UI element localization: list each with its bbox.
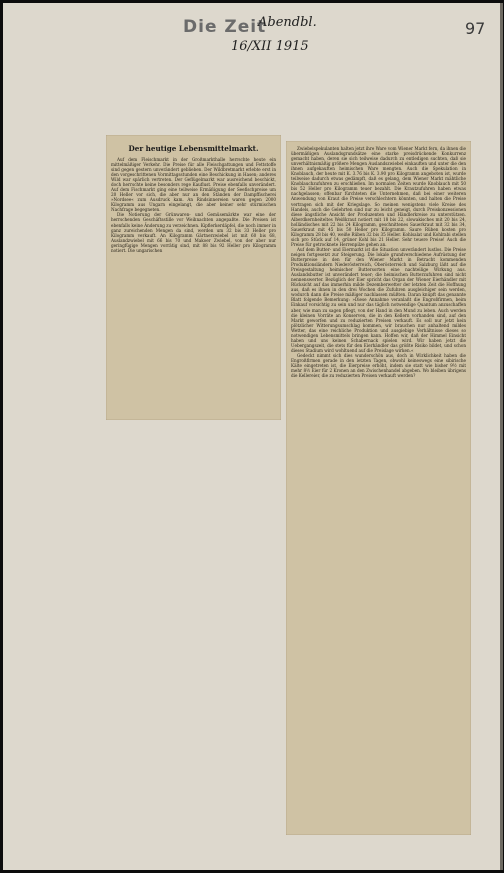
clipping-column-1 bbox=[106, 135, 281, 420]
paragraph: Gedeckt nimmt sich dies wunderschön aus, doch in Wirklichkeit haben die Engroßfirmen gerade in den letzten Tagen, obwohl keineswegs eine sibirische Kälte eingetreten ist, die Eierpreise erhöht, indem sie statt wie bisher 9½ mit mehr 8½ Eier für 2 Kronen an den Zwischenhandel abgeben. Wo bleiben übrigens die Kellereier, die zu reduzierten Preisen verkauft werden? bbox=[291, 352, 466, 379]
column-1-text bbox=[111, 157, 276, 253]
publication-name: Die Zeit bbox=[183, 17, 267, 37]
paragraph: Auf dem Butter- und Eiermarkt ist die Situation unverändert lustlos. Die Preise neigen fortgesetzt zur Steigerung. Die lokale grundverschiedene Aufrüstung der Butterpreise in den für den Wiener Markt in Betracht kommenden Produktionsländern Niederösterreich, Oberösterreich und Salzburg läßt auf die Preisgestaltung heimischer Buttersorten eine nachteilige Wirkung aus. Auslandsbutter ist unverändert teuer; die heimischen Butterzufuhren sind nicht nennenswerter. Bezüglich der Eier spricht das Organ der Wiener Eierhändler mit Rücksicht auf das immerhin milde Dezemberwetter der letzten Zeit die Hoffnung aus, daß es ihnen in den drei Wochen die Zufuhren ausgleichiger sein werden, wodurch dann die Preise mäßiger nachlassen müßten. Daran knüpft das genannte Blatt folgende Bemerkung: »Diese Annahme veranlaßt die Engroßfirmen, beim Einkauf vorsichtig zu sein und nur das täglich notwendige Quantum anzuschaffen aber, wie man zu sagen pflegt, von der Hand in den Mund zu leben. Auch werden die kleinen Vorräte an Konserven, die in den Kellern vorhanden sind, auf den Markt geworfen und zu reduzierten Preisen verkauft. Es soll nur jetzt kein plötzlicher Witterungsumschlag kommen, wir brauchen nur anhaltend mildes Wetter, das eine reichliche Produktion und ausgiebige Verhältnisse dieses so notwendigen Lebensmittels bringen kann. Hoffen wir, daß der Himmel Einsicht haben und uns keinen Schabernack spielen wird. Wir haben jetzt die Uebergangszeit, die stets für den Eierhändler das größte Risiko bildet, und schon dieses Stadium wird wohltuend auf die Preislage wirken.« bbox=[291, 246, 466, 353]
handwritten-note: Abendbl. bbox=[258, 15, 317, 30]
paragraph: Zwiebelspekulanten halten jetzt ihre Ware vom Wiener Markt fern, da ihnen die übermäßigen Auslandsgrundsätze eine starke preisdrückende Konkurrenz gemacht haben, deren sie sich teilweise dadurch zu entledigen suchten, daß sie unverhältnismäßig größere Mengen Auslandszwiebel einkauften und unter die den ihnen aufgekauften heimischen Ware mengten. Auch die Spekulation in Knoblauch, der heute mit K. 3.76 bis K. 3.90 pro Kilogramm angeboten ist, wurde teilweise dadurch etwas gedämpft, daß es gelang, dem Wiener Markt mähtliche Knoblauchzufuhren zu erschließen. Im normalen Zeiten wurde Knoblauch mit 50 bis 52 Heller pro Kilogramm teuer bezahlt. Die Krautzufuhren haben etwas nachgelassen; offenbar fürchteten die Unternehmen, daß bei einer weiteren Anwendung von Kraut die Preise verschlechtern könnten, und halten die Preise vertragen sich mit der Kriegslage. So meinen wenigstens viele Kreise des Handels, auch die Gelehrten sind nur zu leicht geneigt, durch Preiskonzessionen diese ängstliche Ansicht der Produzenten und Händlerkreise zu unterstützen. Alberdkernheiteltes Weißkraut notiert mit 18 bis 22, slowakisches mit 20 bis 24, holländisches mit 22 bis 24 Kilogramm, geschnittenes Sauerkraut mit 32 bis 34, Sauerkraut mit 45 bis 50 Heller pro Kilogramm. Saure Rüben kosten pro Kilogramm 28 bis 40, weiße Rüben 32 bis 35 Heller. Kohlsalat und Kohlrabi stellen sich pro Stück auf 14, grüner Kohl bis 21 Heller. Sehr teuere Preise! Auch die Preise für getrocknete Herrenpilze gehen an. bbox=[291, 146, 466, 247]
paper-edge bbox=[500, 3, 503, 870]
article-headline: Der heutige Lebensmittelmarkt. bbox=[128, 144, 259, 153]
archive-sheet bbox=[3, 3, 500, 870]
column-2-text bbox=[291, 146, 466, 378]
clipping-column-2 bbox=[286, 141, 471, 835]
paragraph: Auf dem Fleischmarkt in der Großmarkthalle herrschte heute ein mittelmäßiger Verkehr. Die Preise für alle Fleischgattungen und Fettstoffe sind gegen gestern unverändert geblieben. Der Wildbretmarkt erlebte erst in den vorgeschrittenen Vormittagsstunden eine Beschickung in Hasen; anderes Wild war spärlich vertreten. Der Geflügelmarkt war ausreichend beschickt, doch herrschte keine besonders rege Kauflust. Preise ebenfalls unverändert. Auf dem Fischmarkt ging eine teilweise Ermäßigung der Seefischpreise um 20 Heller vor sich, die aber nur an den Ständen der Dampffischerei »Nordsee« zum Ausdruck kam. An Rindsinnereien waren gegen 2000 Kilogramm aus Ungarn eingelangt, die aber keiner sehr stürmischen Nachfrage begegneten. bbox=[111, 156, 276, 213]
page-number: 97 bbox=[465, 19, 486, 38]
paragraph: Die Notierung der Grünwaren- und Gemüsemärkte war eine der herrschenden Geschäftsstille vor Weihnachten angepaßte. Die Preisen ist ebenfalls keine Änderung zu verzeichnen. Kipflerkerdäpfel, die noch immer in ganz zureichenden Mengen da sind, werden um 32 bis 33 Heller pro Kilogramm verkauft. An Kilogramm Gärtnerzwiebel ist mit 60 bis 68, Auslandzwiebel mit 66 bis 70 und Makoer Zwiebel, von der aber nur geringfügige Mengen vorrätig sind, mit 88 bis 92 Heller pro Kilogramm notiert. Die ungarischen bbox=[111, 212, 276, 253]
handwritten-date: 16/XII 1915 bbox=[231, 39, 309, 54]
